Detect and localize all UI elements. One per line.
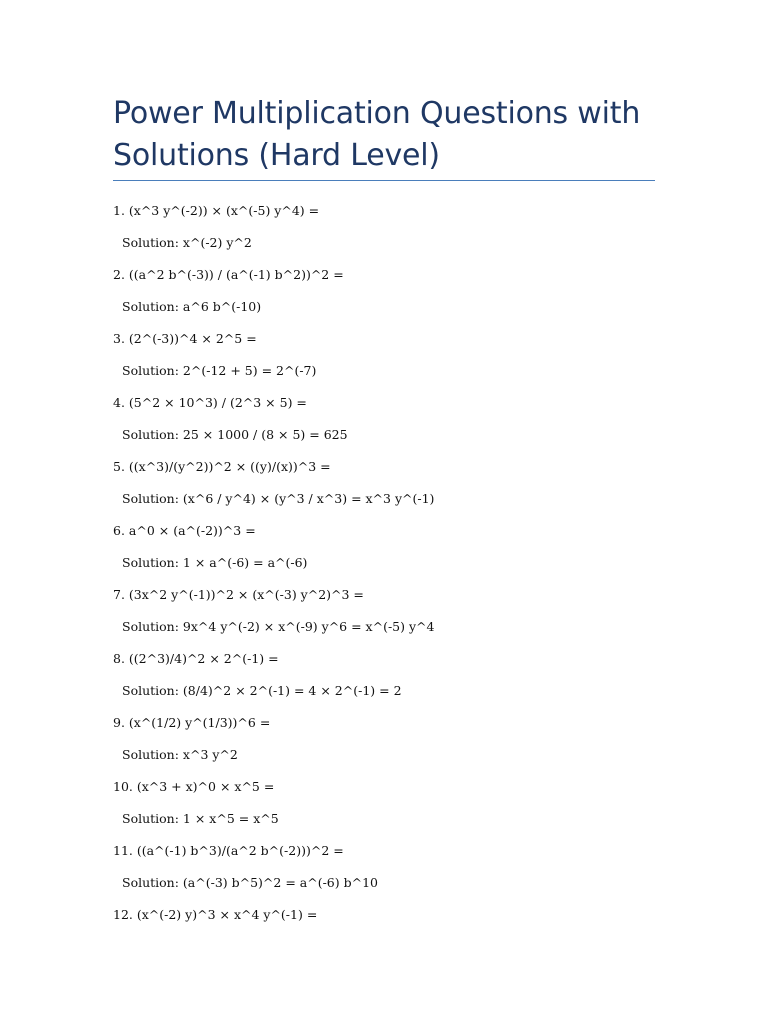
solution-5: Solution: (x^6 / y^4) × (y^3 / x^3) = x^3 y^(-1) [122,491,435,506]
question-9: 9. (x^(1/2) y^(1/3))^6 = [113,715,271,730]
title-underline [113,180,655,181]
solution-9: Solution: x^3 y^2 [122,747,238,762]
solution-2: Solution: a^6 b^(-10) [122,299,262,314]
question-12: 12. (x^(-2) y)^3 × x^4 y^(-1) = [113,907,318,922]
question-11: 11. ((a^(-1) b^3)/(a^2 b^(-2)))^2 = [113,843,344,858]
solution-11: Solution: (a^(-3) b^5)^2 = a^(-6) b^10 [122,875,378,890]
solution-10: Solution: 1 × x^5 = x^5 [122,811,279,826]
question-7: 7. (3x^2 y^(-1))^2 × (x^(-3) y^2)^3 = [113,587,364,602]
solution-6: Solution: 1 × a^(-6) = a^(-6) [122,555,308,570]
page-title: Power Multiplication Questions with Solutions (Hard Level) [113,96,641,173]
question-5: 5. ((x^3)/(y^2))^2 × ((y)/(x))^3 = [113,459,331,474]
question-8: 8. ((2^3)/4)^2 × 2^(-1) = [113,651,279,666]
question-4: 4. (5^2 × 10^3) / (2^3 × 5) = [113,395,307,410]
question-6: 6. a^0 × (a^(-2))^3 = [113,523,256,538]
solution-3: Solution: 2^(-12 + 5) = 2^(-7) [122,363,317,378]
question-1: 1. (x^3 y^(-2)) × (x^(-5) y^4) = [113,203,320,218]
solution-4: Solution: 25 × 1000 / (8 × 5) = 625 [122,427,348,442]
solution-1: Solution: x^(-2) y^2 [122,235,252,250]
question-3: 3. (2^(-3))^4 × 2^5 = [113,331,257,346]
solution-7: Solution: 9x^4 y^(-2) × x^(-9) y^6 = x^(-5) y^4 [122,619,435,634]
question-2: 2. ((a^2 b^(-3)) / (a^(-1) b^2))^2 = [113,267,344,282]
question-10: 10. (x^3 + x)^0 × x^5 = [113,779,275,794]
solution-8: Solution: (8/4)^2 × 2^(-1) = 4 × 2^(-1) = 2 [122,683,402,698]
